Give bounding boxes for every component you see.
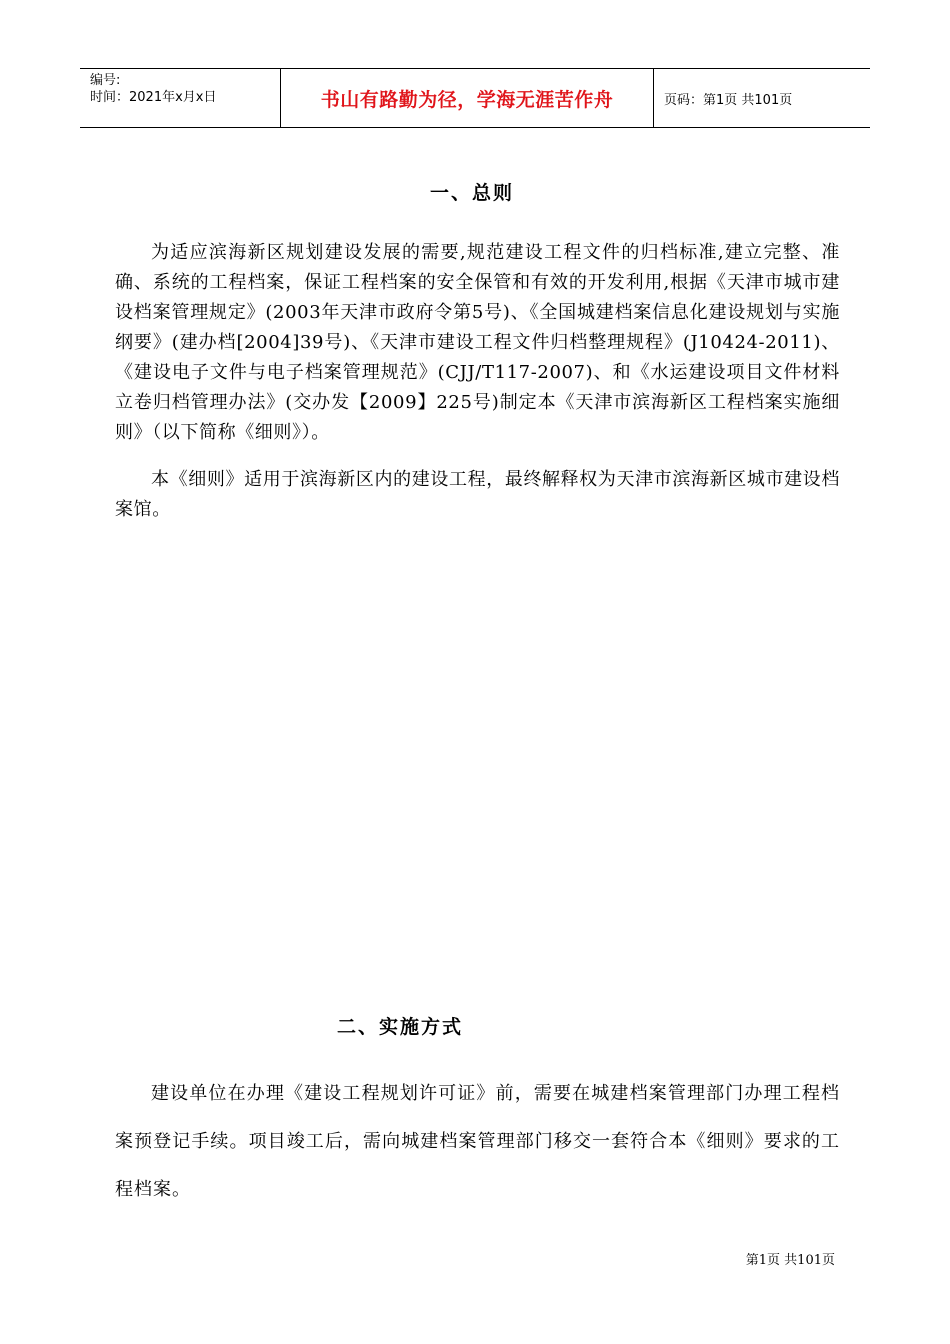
paragraph-implementation: 建设单位在办理《建设工程规划许可证》前，需要在城建档案管理部门办理工程档案预登记手续。项目竣工后，需向城建档案管理部门移交一套符合本《细则》要求的工程档案。: [115, 1083, 840, 1200]
paragraph-scope: 本《细则》适用于滨海新区内的建设工程，最终解释权为天津市滨海新区城市建设档案馆。: [115, 469, 840, 520]
section-title-implementation: 二、实施方式: [337, 1016, 464, 1038]
page-header: [80, 68, 870, 128]
header-meta: [80, 69, 281, 127]
section-title-general: 一、总则: [430, 182, 515, 204]
footer-page-number: 第1页 共101页: [745, 1253, 835, 1268]
header-motto: 书山有路勤为径，学海无涯苦作舟: [281, 69, 654, 127]
header-page-number: 页码：第1页 共101页: [664, 92, 793, 108]
paragraph-purpose: 为适应滨海新区规划建设发展的需要,规范建设工程文件的归档标准,建立完整、准确、系统的工程档案，保证工程档案的安全保管和有效的开发利用,根据《天津市城市建设档案管理规定》(2003年天津市政府令第5号)、《全国城建档案信息化建设规划与实施纲要》(建办档[2004]39号)、《天津市建设工程文件归档整理规程》(J10424-2011)、《建设电子文件与电子档案管理规范》(CJJ/T117-2007)、和《水运建设项目文件材料立卷归档管理办法》(交办发【2009】225号)制定本《天津市滨海新区工程档案实施细则》（以下简称《细则》）。: [115, 242, 840, 443]
document-date: 时间：2021年x月x日: [90, 90, 217, 105]
document-number-label: 编号:: [90, 73, 121, 88]
